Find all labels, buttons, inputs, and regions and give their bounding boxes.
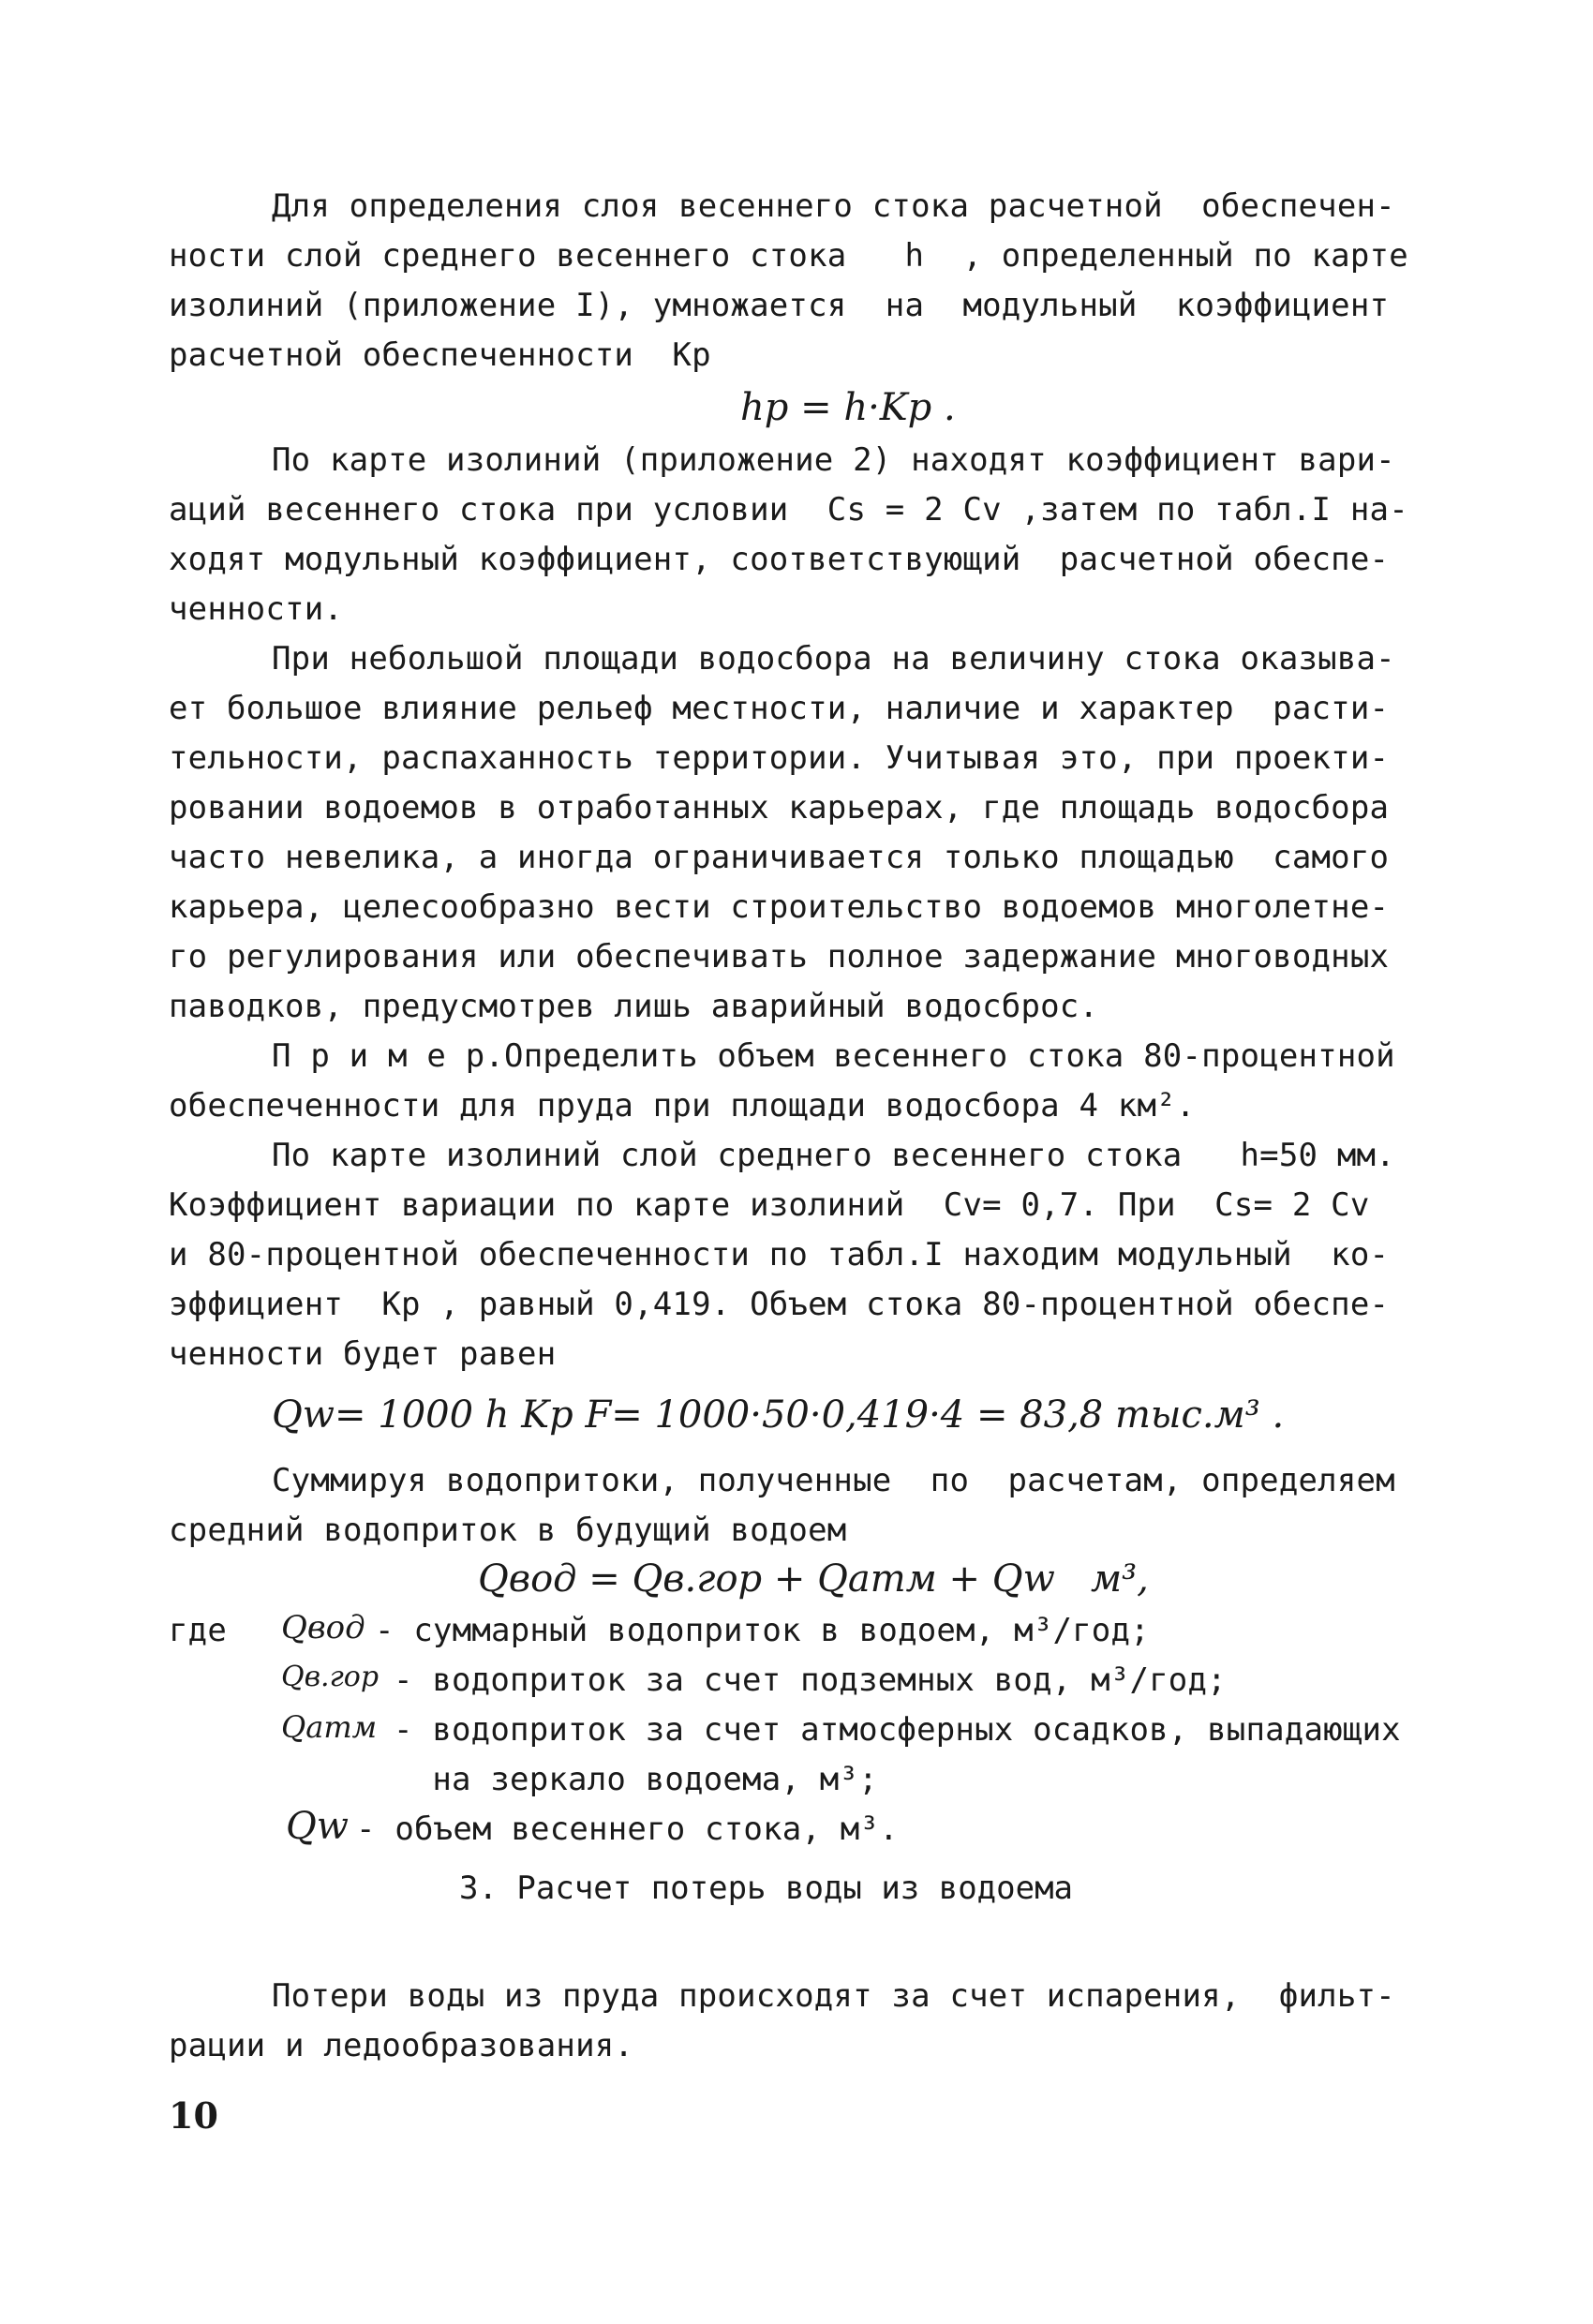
text-line: го регулирования или обеспечивать полное задержание многоводных xyxy=(169,938,1390,976)
text-line: ет большое влияние рельеф местности, наличие и характер расти- xyxy=(169,690,1390,727)
definition-text: - суммарный водоприток в водоем, м³/год; xyxy=(375,1612,1150,1649)
text-line: паводков, предусмотрев лишь аварийный водосброс. xyxy=(169,988,1099,1025)
text-line: ченности. xyxy=(169,590,344,628)
definition-text: на зеркало водоема, м³; xyxy=(394,1761,878,1798)
text-line: По карте изолиний слой среднего весеннего стока h=50 мм. xyxy=(272,1137,1395,1174)
text-line: ченности будет равен xyxy=(169,1335,557,1373)
text-line: ровании водоемов в отработанных карьерах, где площадь водосбора xyxy=(169,789,1390,827)
definition-symbol: Qв.гор xyxy=(281,1661,380,1693)
definition-text: - водоприток за счет подземных вод, м³/год; xyxy=(394,1661,1227,1699)
text-line: По карте изолиний (приложение 2) находят коэффициент вари- xyxy=(272,441,1395,479)
definition-text: - водоприток за счет атмосферных осадков, выпадающих xyxy=(394,1711,1401,1749)
text-line: тельности, распаханность территории. Учитывая это, при проекти- xyxy=(169,739,1390,777)
text-line: Суммируя водопритоки, полученные по расчетам, определяем xyxy=(272,1462,1395,1499)
text-line: аций весеннего стока при условии Cs = 2 Cv ,затем по табл.I на- xyxy=(169,491,1408,529)
definition-prefix: где xyxy=(169,1612,228,1649)
text-line: ходят модульный коэффициент, соответствующий расчетной обеспе- xyxy=(169,541,1390,578)
formula-hp: hp = h·Kp . xyxy=(740,386,956,429)
definition-text: - объем весеннего стока, м³. xyxy=(356,1810,899,1848)
text-line: расчетной обеспеченности Kp xyxy=(169,336,711,374)
page-number: 10 xyxy=(169,2094,218,2137)
text-line: часто невелика, а иногда ограничивается только площадью самого xyxy=(169,839,1390,876)
text-line: Для определения слоя весеннего стока расчетной обеспечен- xyxy=(272,187,1395,225)
text-line: П р и м е р.Определить объем весеннего стока 80-процентной xyxy=(272,1037,1395,1075)
text-line: и 80-процентной обеспеченности по табл.I находим модульный ко- xyxy=(169,1236,1390,1274)
text-line: рации и ледообразования. xyxy=(169,2027,634,2064)
text-line: карьера, целесообразно вести строительство водоемов многолетне- xyxy=(169,888,1390,926)
text-line: ности слой среднего весеннего стока h , определенный по карте xyxy=(169,237,1408,275)
text-line: средний водоприток в будущий водоем xyxy=(169,1512,847,1549)
text-line: обеспеченности для пруда при площади водосбора 4 км². xyxy=(169,1087,1196,1125)
definition-symbol: Qатм xyxy=(281,1709,378,1745)
text-line: При небольшой площади водосбора на величину стока оказыва- xyxy=(272,640,1395,678)
section-heading: 3. Расчет потерь воды из водоема xyxy=(459,1870,1074,1907)
text-line: Коэффициент вариации по карте изолиний Cv= 0,7. При Cs= 2 Cv xyxy=(169,1186,1370,1224)
formula-qvod: Qвод = Qв.гор + Qатм + Qw м³, xyxy=(478,1557,1149,1601)
definition-symbol: Qвод xyxy=(281,1609,365,1646)
text-line: изолиний (приложение I), умножается на модульный коэффициент xyxy=(169,287,1390,324)
text-line: эффициент Kp , равный 0,419. Объем стока 80-процентной обеспе- xyxy=(169,1286,1390,1323)
text-line: Потери воды из пруда происходят за счет испарения, фильт- xyxy=(272,1977,1395,2015)
formula-qw: Qw= 1000 h Kp F= 1000·50·0,419·4 = 83,8 тыс.м³ . xyxy=(272,1393,1285,1437)
definition-symbol: Qw xyxy=(286,1805,350,1848)
